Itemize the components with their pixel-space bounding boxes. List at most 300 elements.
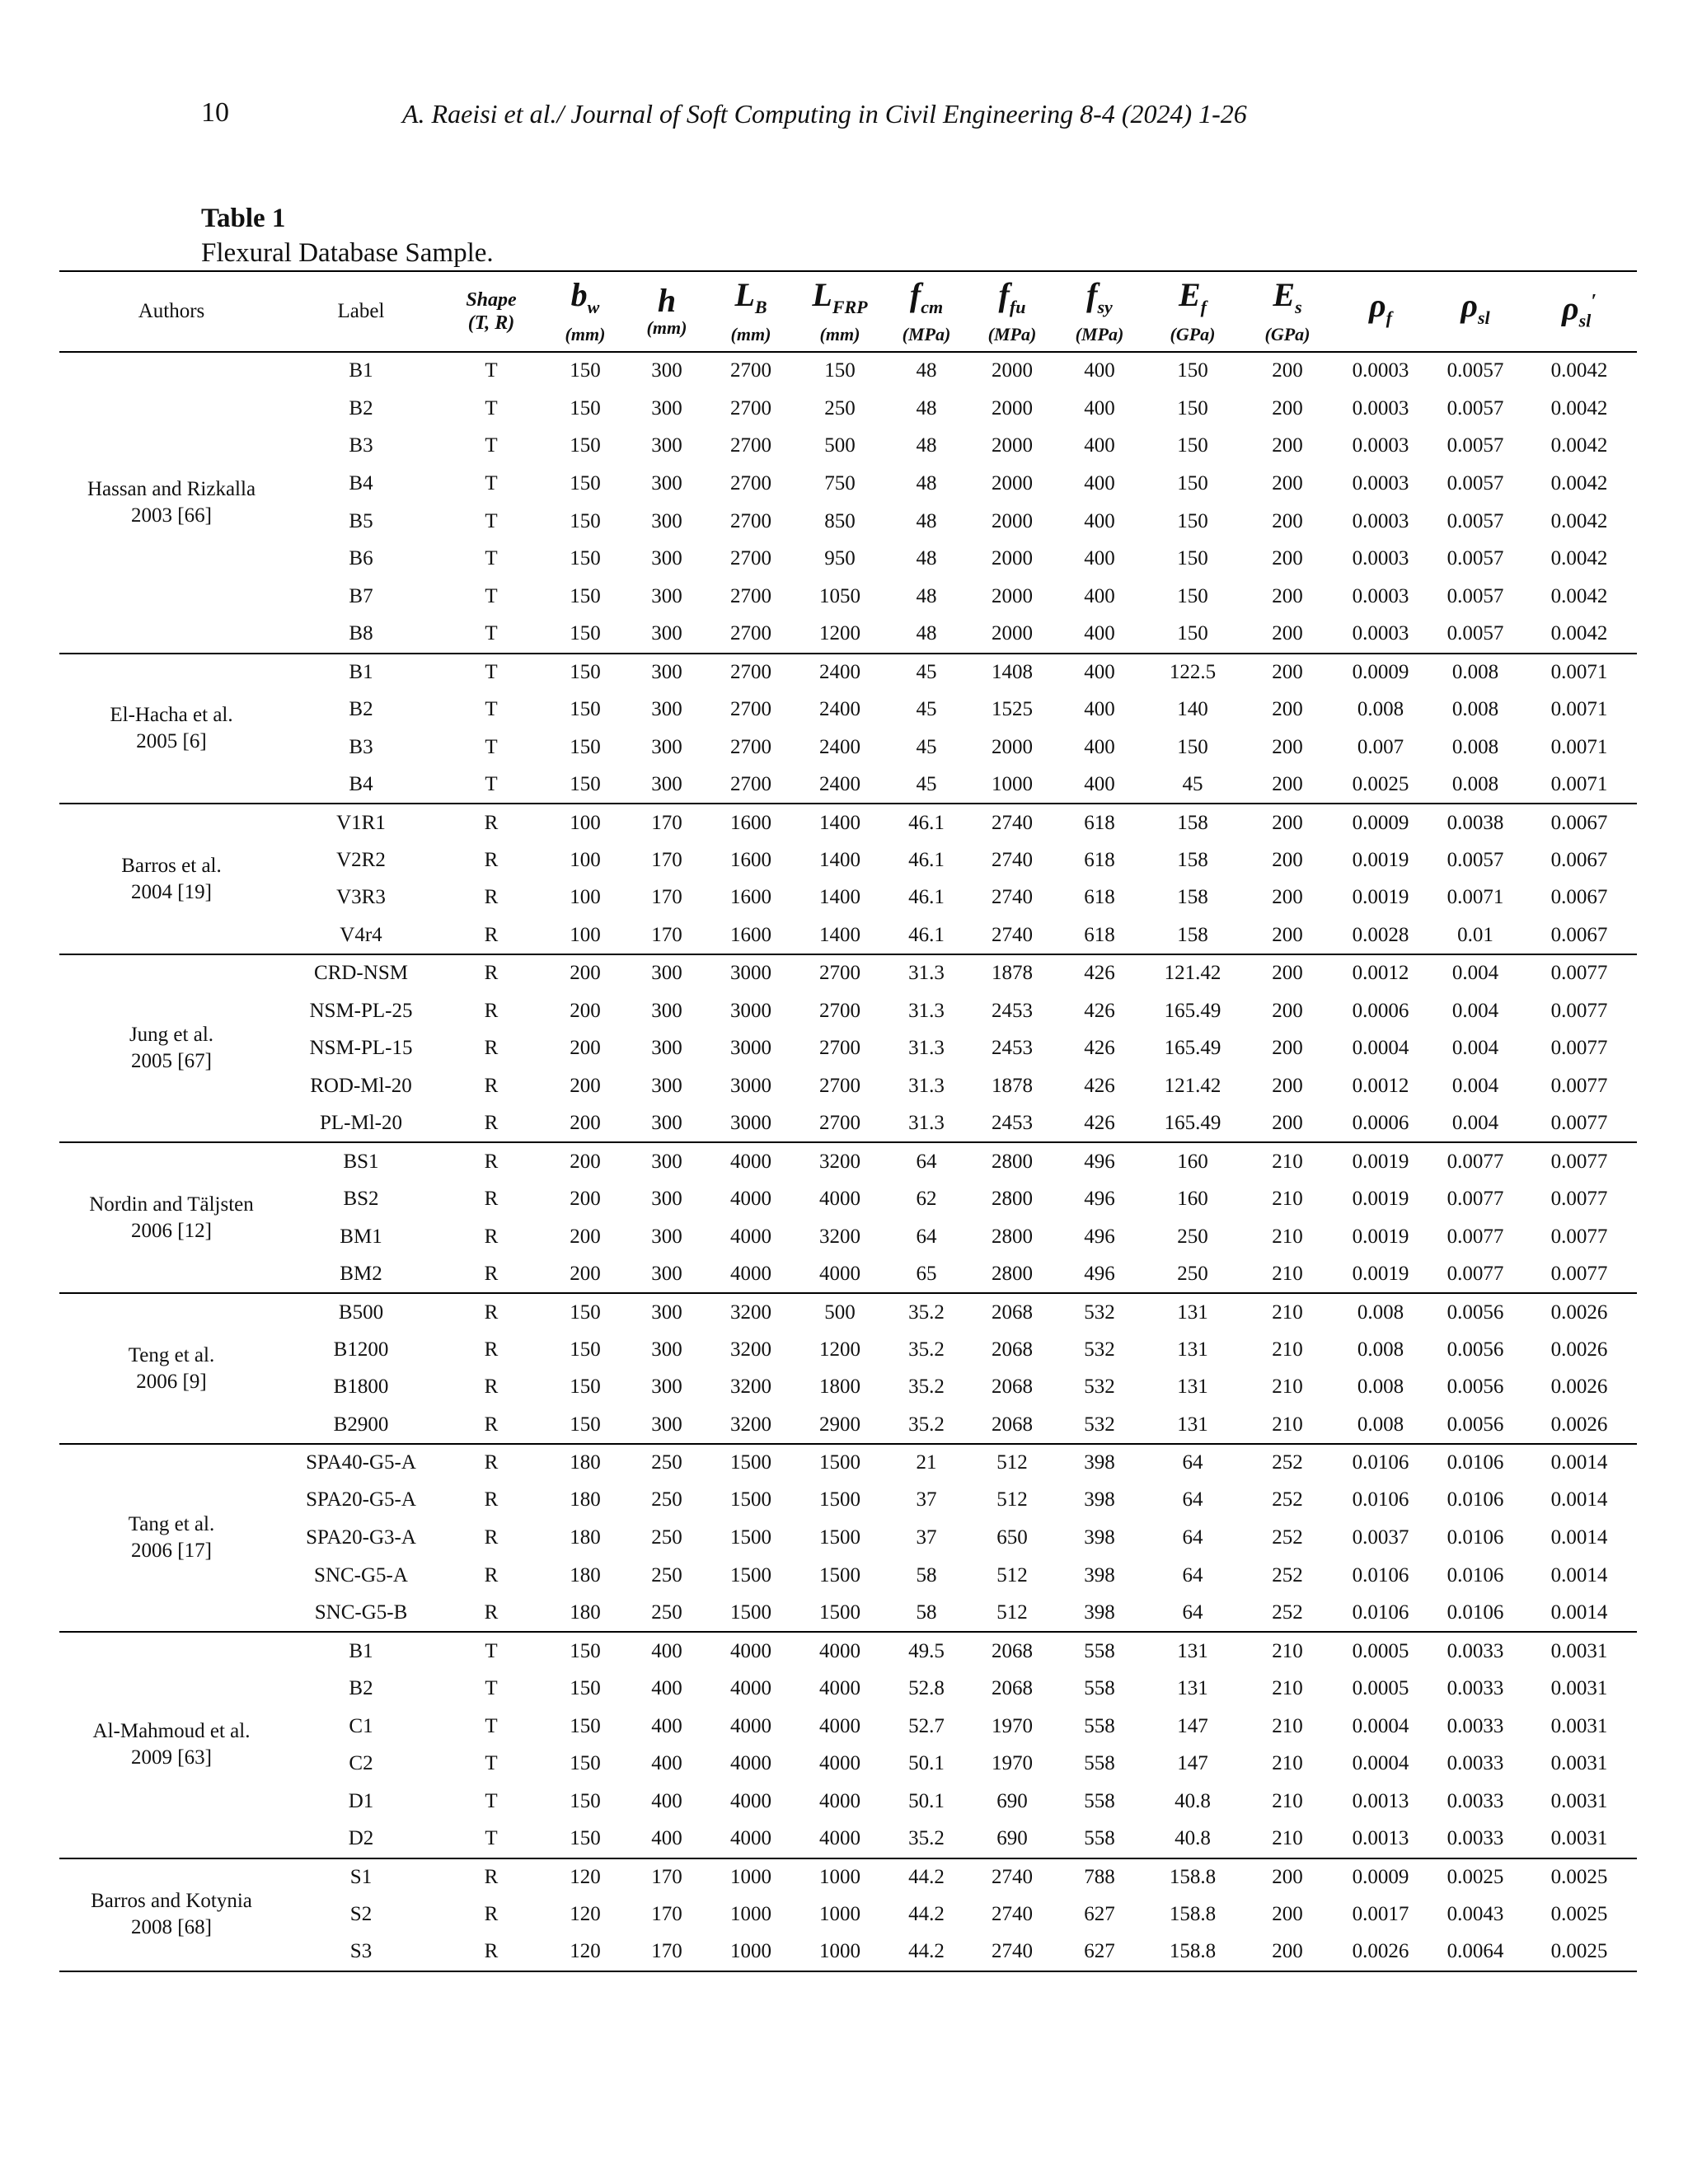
table-cell: NSM-PL-15 bbox=[309, 1037, 413, 1060]
table-cell: 44.2 bbox=[908, 1903, 945, 1926]
table-cell: 400 bbox=[1084, 660, 1115, 683]
table-cell: 0.0057 bbox=[1447, 471, 1504, 494]
table-cell: 1500 bbox=[730, 1526, 771, 1549]
table-cell: 0.0033 bbox=[1447, 1789, 1504, 1812]
table-cell: 250 bbox=[651, 1451, 682, 1474]
table-cell: 0.0019 bbox=[1352, 1187, 1409, 1210]
table-cell: T bbox=[485, 396, 498, 419]
table-cell: 250 bbox=[651, 1563, 682, 1586]
table-cell: 300 bbox=[651, 1074, 682, 1097]
table-cell: 150 bbox=[570, 509, 601, 532]
table-cell: 210 bbox=[1272, 1827, 1303, 1850]
table-cell: 0.0033 bbox=[1447, 1752, 1504, 1775]
table-cell: T bbox=[485, 772, 498, 795]
col-fsy-sym: f bbox=[1086, 275, 1098, 313]
table-cell: B1 bbox=[349, 660, 373, 683]
table-cell: 2700 bbox=[730, 471, 771, 494]
table-cell: 131 bbox=[1177, 1413, 1208, 1436]
table-cell: 0.0057 bbox=[1447, 359, 1504, 382]
table-cell: B1 bbox=[349, 1639, 373, 1662]
table-cell: 0.0006 bbox=[1352, 1112, 1409, 1135]
author-name: El-Hacha et al. bbox=[110, 703, 233, 726]
table-cell: 250 bbox=[651, 1526, 682, 1549]
table-cell: 200 bbox=[1272, 547, 1303, 570]
table-row bbox=[59, 916, 1637, 954]
table-cell: 64 bbox=[1182, 1451, 1203, 1474]
table-cell: 850 bbox=[824, 509, 856, 532]
table-cell: 250 bbox=[1177, 1262, 1208, 1285]
table-cell: 398 bbox=[1084, 1451, 1115, 1474]
table-cell: 250 bbox=[1177, 1225, 1208, 1248]
table-cell: 150 bbox=[570, 396, 601, 419]
table-row bbox=[59, 879, 1637, 917]
table-row bbox=[59, 465, 1637, 503]
table-cell: 121.42 bbox=[1164, 962, 1221, 985]
table-cell: R bbox=[484, 1112, 499, 1135]
table-cell: 4000 bbox=[819, 1827, 860, 1850]
table-cell: 58 bbox=[916, 1601, 937, 1624]
table-cell: 300 bbox=[651, 622, 682, 645]
table-cell: 48 bbox=[916, 471, 937, 494]
table-cell: R bbox=[484, 1074, 499, 1097]
table-cell: 0.008 bbox=[1451, 772, 1499, 795]
table-row bbox=[59, 427, 1637, 465]
table-cell: T bbox=[485, 359, 498, 382]
author-group bbox=[59, 654, 1637, 804]
table-cell: 200 bbox=[570, 1112, 601, 1135]
table-cell: 64 bbox=[1182, 1526, 1203, 1549]
table-cell: 0.0026 bbox=[1550, 1338, 1608, 1361]
table-cell: 558 bbox=[1084, 1827, 1115, 1850]
table-cell: 788 bbox=[1084, 1865, 1115, 1888]
table-cell: 0.0019 bbox=[1352, 1225, 1409, 1248]
table-cell: 0.0004 bbox=[1352, 1037, 1409, 1060]
table-row bbox=[59, 540, 1637, 578]
table-cell: 21 bbox=[916, 1451, 937, 1474]
table-cell: 0.0077 bbox=[1550, 962, 1608, 985]
author-reference: 2006 [9] bbox=[136, 1370, 207, 1393]
table-cell: 0.0019 bbox=[1352, 1262, 1409, 1285]
table-cell: 0.0004 bbox=[1352, 1714, 1409, 1737]
col-fcm-unit: (MPa) bbox=[902, 323, 951, 344]
table-cell: 4000 bbox=[730, 1639, 771, 1662]
table-cell: 210 bbox=[1272, 1789, 1303, 1812]
table-cell: 44.2 bbox=[908, 1865, 945, 1888]
col-fcm-sub: cm bbox=[921, 296, 944, 317]
table-cell: 200 bbox=[1272, 1865, 1303, 1888]
table-cell: 0.0031 bbox=[1550, 1714, 1608, 1737]
table-caption bbox=[201, 201, 494, 270]
table-cell: 0.0077 bbox=[1447, 1187, 1504, 1210]
table-cell: 0.0064 bbox=[1447, 1940, 1504, 1963]
table-cell: 4000 bbox=[819, 1262, 860, 1285]
table-cell: 3000 bbox=[730, 962, 771, 985]
author-group bbox=[59, 1858, 1637, 1971]
table-cell: 2800 bbox=[992, 1150, 1033, 1173]
col-es-sub: s bbox=[1295, 296, 1302, 317]
table-cell: 45 bbox=[916, 735, 937, 758]
table-cell: 558 bbox=[1084, 1789, 1115, 1812]
table-cell: 0.0009 bbox=[1352, 1865, 1409, 1888]
table-cell: 131 bbox=[1177, 1301, 1208, 1324]
table-cell: 0.0003 bbox=[1352, 547, 1409, 570]
table-cell: R bbox=[484, 1940, 499, 1963]
table-row bbox=[59, 1595, 1637, 1633]
table-cell: 0.0056 bbox=[1447, 1338, 1504, 1361]
table-cell: 0.0077 bbox=[1550, 1037, 1608, 1060]
table-row bbox=[59, 1218, 1637, 1256]
table-cell: 558 bbox=[1084, 1714, 1115, 1737]
table-cell: B2900 bbox=[333, 1413, 389, 1436]
author-reference: 2005 [67] bbox=[131, 1050, 212, 1073]
table-cell: R bbox=[484, 811, 499, 834]
table-cell: R bbox=[484, 1601, 499, 1624]
table-cell: 1000 bbox=[819, 1865, 860, 1888]
table-cell: B4 bbox=[349, 772, 373, 795]
table-cell: 300 bbox=[651, 396, 682, 419]
table-cell: 0.0106 bbox=[1352, 1451, 1409, 1474]
table-cell: 400 bbox=[1084, 735, 1115, 758]
author-reference: 2006 [17] bbox=[131, 1540, 212, 1563]
table-cell: 158 bbox=[1177, 923, 1208, 946]
table-cell: 0.0077 bbox=[1447, 1262, 1504, 1285]
table-row bbox=[59, 1369, 1637, 1407]
table-cell: 35.2 bbox=[908, 1301, 945, 1324]
table-cell: 300 bbox=[651, 584, 682, 607]
table-cell: 210 bbox=[1272, 1714, 1303, 1737]
table-cell: 46.1 bbox=[908, 848, 945, 871]
table-cell: 200 bbox=[1272, 999, 1303, 1022]
table-cell: 210 bbox=[1272, 1150, 1303, 1173]
author-name: Teng et al. bbox=[128, 1343, 215, 1366]
table-cell: 3200 bbox=[730, 1338, 771, 1361]
table-cell: 200 bbox=[1272, 434, 1303, 457]
table-cell: 45 bbox=[916, 660, 937, 683]
table-cell: 165.49 bbox=[1164, 1112, 1221, 1135]
table-cell: 252 bbox=[1272, 1488, 1303, 1511]
table-cell: T bbox=[485, 1752, 498, 1775]
table-cell: 150 bbox=[570, 698, 601, 721]
table-cell: 1000 bbox=[992, 772, 1033, 795]
author-reference: 2004 [19] bbox=[131, 880, 212, 903]
table-cell: 150 bbox=[570, 1413, 601, 1436]
table-cell: 4000 bbox=[819, 1752, 860, 1775]
table-cell: 2700 bbox=[730, 509, 771, 532]
table-cell: 0.0003 bbox=[1352, 471, 1409, 494]
col-rhosl-sub: sl bbox=[1477, 307, 1490, 328]
table-cell: B2 bbox=[349, 1676, 373, 1699]
table-cell: 0.0077 bbox=[1447, 1225, 1504, 1248]
table-cell: 532 bbox=[1084, 1413, 1115, 1436]
table-cell: 558 bbox=[1084, 1752, 1115, 1775]
author-group bbox=[59, 804, 1637, 954]
table-cell: 200 bbox=[1272, 1074, 1303, 1097]
table-cell: 2700 bbox=[819, 999, 860, 1022]
table-cell: 200 bbox=[1272, 1903, 1303, 1926]
table-cell: 250 bbox=[824, 396, 856, 419]
author-reference: 2006 [12] bbox=[131, 1219, 212, 1242]
table-cell: SPA20-G5-A bbox=[306, 1488, 416, 1511]
col-rhosl-sym: ρ bbox=[1461, 286, 1478, 324]
col-lfrp-unit: (mm) bbox=[819, 323, 860, 344]
table-cell: 1970 bbox=[992, 1714, 1033, 1737]
table-cell: B3 bbox=[349, 735, 373, 758]
table-cell: 0.0077 bbox=[1550, 999, 1608, 1022]
table-cell: 1500 bbox=[819, 1563, 860, 1586]
table-cell: 200 bbox=[1272, 396, 1303, 419]
table-cell: 121.42 bbox=[1164, 1074, 1221, 1097]
table-cell: 45 bbox=[916, 772, 937, 795]
table-cell: 200 bbox=[1272, 359, 1303, 382]
table-cell: 200 bbox=[1272, 509, 1303, 532]
table-cell: 400 bbox=[1084, 772, 1115, 795]
table-cell: 150 bbox=[570, 434, 601, 457]
table-cell: 31.3 bbox=[908, 962, 945, 985]
table-row bbox=[59, 1519, 1637, 1557]
table-cell: 200 bbox=[570, 1037, 601, 1060]
table-cell: R bbox=[484, 1338, 499, 1361]
table-cell: V1R1 bbox=[336, 811, 386, 834]
table-cell: B4 bbox=[349, 471, 373, 494]
table-cell: T bbox=[485, 698, 498, 721]
table-row bbox=[59, 1670, 1637, 1708]
col-ef-sub: f bbox=[1200, 296, 1207, 317]
table-cell: 4000 bbox=[730, 1150, 771, 1173]
table-cell: 2000 bbox=[992, 547, 1033, 570]
table-cell: 0.0019 bbox=[1352, 848, 1409, 871]
table-cell: 150 bbox=[1177, 396, 1208, 419]
table-cell: 690 bbox=[996, 1789, 1028, 1812]
table-cell: 950 bbox=[824, 547, 856, 570]
table-cell: 0.0038 bbox=[1447, 811, 1504, 834]
table-cell: B8 bbox=[349, 622, 373, 645]
table-cell: B1800 bbox=[333, 1376, 389, 1399]
table-row bbox=[59, 1406, 1637, 1444]
table-cell: 300 bbox=[651, 1112, 682, 1135]
table-cell: R bbox=[484, 886, 499, 909]
table-cell: 426 bbox=[1084, 962, 1115, 985]
table-header bbox=[59, 271, 1637, 352]
table-cell: T bbox=[485, 1676, 498, 1699]
table-cell: 200 bbox=[570, 999, 601, 1022]
table-cell: 0.0019 bbox=[1352, 1150, 1409, 1173]
table-cell: 0.0025 bbox=[1352, 772, 1409, 795]
table-cell: 2700 bbox=[730, 584, 771, 607]
table-cell: 210 bbox=[1272, 1301, 1303, 1324]
table-cell: D2 bbox=[348, 1827, 374, 1850]
table-cell: 2740 bbox=[992, 1940, 1033, 1963]
table-cell: 2700 bbox=[730, 772, 771, 795]
table-cell: R bbox=[484, 1903, 499, 1926]
table-cell: B2 bbox=[349, 698, 373, 721]
table-cell: 200 bbox=[570, 1262, 601, 1285]
table-cell: 618 bbox=[1084, 923, 1115, 946]
table-cell: 2740 bbox=[992, 923, 1033, 946]
table-cell: 512 bbox=[996, 1488, 1028, 1511]
table-cell: 158 bbox=[1177, 848, 1208, 871]
table-cell: 37 bbox=[916, 1526, 937, 1549]
table-cell: 170 bbox=[651, 886, 682, 909]
table-row bbox=[59, 766, 1637, 804]
table-cell: 0.0077 bbox=[1550, 1187, 1608, 1210]
table-cell: 4000 bbox=[730, 1187, 771, 1210]
table-cell: 40.8 bbox=[1175, 1789, 1211, 1812]
table-cell: 0.008 bbox=[1357, 1338, 1404, 1361]
table-row bbox=[59, 1029, 1637, 1067]
table-cell: 35.2 bbox=[908, 1376, 945, 1399]
table-cell: SPA40-G5-A bbox=[306, 1451, 416, 1474]
table-cell: 300 bbox=[651, 471, 682, 494]
table-cell: 300 bbox=[651, 962, 682, 985]
table-cell: 0.0071 bbox=[1550, 698, 1608, 721]
table-row bbox=[59, 503, 1637, 541]
table-cell: 120 bbox=[570, 1865, 601, 1888]
table-cell: 1000 bbox=[730, 1903, 771, 1926]
table-cell: 3200 bbox=[730, 1376, 771, 1399]
table-cell: 158 bbox=[1177, 811, 1208, 834]
table-cell: 0.0033 bbox=[1447, 1676, 1504, 1699]
table-cell: 4000 bbox=[730, 1225, 771, 1248]
col-bw-sym: b bbox=[570, 275, 588, 313]
table-cell: 0.0026 bbox=[1550, 1413, 1608, 1436]
table-cell: 2700 bbox=[730, 660, 771, 683]
table-cell: 4000 bbox=[819, 1789, 860, 1812]
table-cell: 400 bbox=[651, 1752, 682, 1775]
table-cell: 1500 bbox=[819, 1488, 860, 1511]
table-cell: 400 bbox=[1084, 622, 1115, 645]
col-fsy bbox=[1057, 271, 1142, 352]
table-cell: T bbox=[485, 1789, 498, 1812]
table-row bbox=[59, 992, 1637, 1030]
table-row bbox=[59, 954, 1637, 992]
table-cell: 210 bbox=[1272, 1376, 1303, 1399]
table-cell: 62 bbox=[916, 1187, 937, 1210]
table-cell: 150 bbox=[570, 1301, 601, 1324]
table-cell: 300 bbox=[651, 1037, 682, 1060]
table-cell: 3000 bbox=[730, 1112, 771, 1135]
table-cell: 300 bbox=[651, 1338, 682, 1361]
author-cell bbox=[59, 654, 284, 804]
table-cell: 120 bbox=[570, 1903, 601, 1926]
table-cell: 40.8 bbox=[1175, 1827, 1211, 1850]
table-cell: 200 bbox=[570, 1187, 601, 1210]
table-cell: 120 bbox=[570, 1940, 601, 1963]
table-cell: T bbox=[485, 584, 498, 607]
table-cell: 0.0031 bbox=[1550, 1752, 1608, 1775]
table-cell: 3000 bbox=[730, 1037, 771, 1060]
table-cell: 0.0013 bbox=[1352, 1827, 1409, 1850]
table-cell: 200 bbox=[1272, 735, 1303, 758]
table-row bbox=[59, 1331, 1637, 1369]
table-cell: 1000 bbox=[730, 1865, 771, 1888]
table-row bbox=[59, 1783, 1637, 1821]
table-cell: 180 bbox=[570, 1601, 601, 1624]
table-cell: 64 bbox=[1182, 1563, 1203, 1586]
table-cell: SPA20-G3-A bbox=[306, 1526, 416, 1549]
table-cell: 250 bbox=[651, 1488, 682, 1511]
table-cell: BS2 bbox=[343, 1187, 379, 1210]
table-cell: 2800 bbox=[992, 1225, 1033, 1248]
author-cell bbox=[59, 1632, 284, 1858]
table-cell: 1500 bbox=[819, 1451, 860, 1474]
table-cell: 2740 bbox=[992, 1903, 1033, 1926]
table-cell: R bbox=[484, 1563, 499, 1586]
table-cell: B7 bbox=[349, 584, 373, 607]
table-cell: 58 bbox=[916, 1563, 937, 1586]
author-name: Al-Mahmoud et al. bbox=[92, 1720, 251, 1743]
table-cell: 210 bbox=[1272, 1639, 1303, 1662]
author-name: Barros and Kotynia bbox=[91, 1890, 252, 1913]
col-ef-sym: E bbox=[1178, 275, 1201, 313]
table-cell: 210 bbox=[1272, 1338, 1303, 1361]
table-cell: R bbox=[484, 1150, 499, 1173]
table-cell: 35.2 bbox=[908, 1827, 945, 1850]
table-cell: 0.004 bbox=[1451, 1037, 1499, 1060]
table-cell: 2000 bbox=[992, 396, 1033, 419]
table-cell: 400 bbox=[1084, 396, 1115, 419]
table-cell: 2900 bbox=[819, 1413, 860, 1436]
table-cell: NSM-PL-25 bbox=[309, 999, 413, 1022]
table-cell: 0.0106 bbox=[1447, 1526, 1504, 1549]
table-cell: 210 bbox=[1272, 1752, 1303, 1775]
table-cell: T bbox=[485, 547, 498, 570]
author-reference: 2009 [63] bbox=[131, 1746, 212, 1769]
table-cell: V4r4 bbox=[340, 923, 382, 946]
table-cell: 200 bbox=[1272, 886, 1303, 909]
col-h-unit: (mm) bbox=[646, 317, 687, 338]
table-cell: 0.0026 bbox=[1550, 1376, 1608, 1399]
col-rhosl bbox=[1429, 271, 1522, 352]
table-cell: 496 bbox=[1084, 1187, 1115, 1210]
table-cell: 150 bbox=[570, 622, 601, 645]
table-cell: 150 bbox=[1177, 434, 1208, 457]
table-row bbox=[59, 390, 1637, 428]
table-cell: 150 bbox=[570, 1714, 601, 1737]
table-cell: 0.008 bbox=[1357, 698, 1404, 721]
col-es bbox=[1243, 271, 1332, 352]
table-cell: 1500 bbox=[730, 1601, 771, 1624]
table-cell: 300 bbox=[651, 359, 682, 382]
table-cell: C1 bbox=[349, 1714, 373, 1737]
col-es-sym: E bbox=[1273, 275, 1296, 313]
table-cell: 1400 bbox=[819, 886, 860, 909]
author-group bbox=[59, 954, 1637, 1142]
table-cell: 150 bbox=[570, 1639, 601, 1662]
table-cell: 35.2 bbox=[908, 1413, 945, 1436]
table-cell: 0.004 bbox=[1451, 999, 1499, 1022]
table-cell: 1500 bbox=[819, 1601, 860, 1624]
table-cell: 2068 bbox=[992, 1639, 1033, 1662]
author-cell bbox=[59, 352, 284, 654]
page-number: 10 bbox=[201, 97, 229, 128]
table-cell: 1000 bbox=[730, 1940, 771, 1963]
col-bw-sub: w bbox=[587, 296, 600, 317]
table-cell: 147 bbox=[1177, 1752, 1208, 1775]
table-cell: 0.0019 bbox=[1352, 886, 1409, 909]
table-label: Table 1 bbox=[201, 204, 286, 233]
table-row bbox=[59, 1632, 1637, 1670]
table-cell: T bbox=[485, 622, 498, 645]
table-cell: 2000 bbox=[992, 622, 1033, 645]
table-cell: 512 bbox=[996, 1451, 1028, 1474]
table-cell: 44.2 bbox=[908, 1940, 945, 1963]
table-cell: T bbox=[485, 660, 498, 683]
table-cell: 140 bbox=[1177, 698, 1208, 721]
table-cell: 150 bbox=[570, 584, 601, 607]
table-cell: BS1 bbox=[343, 1150, 379, 1173]
table-cell: 150 bbox=[1177, 735, 1208, 758]
author-reference: 2003 [66] bbox=[131, 504, 212, 527]
